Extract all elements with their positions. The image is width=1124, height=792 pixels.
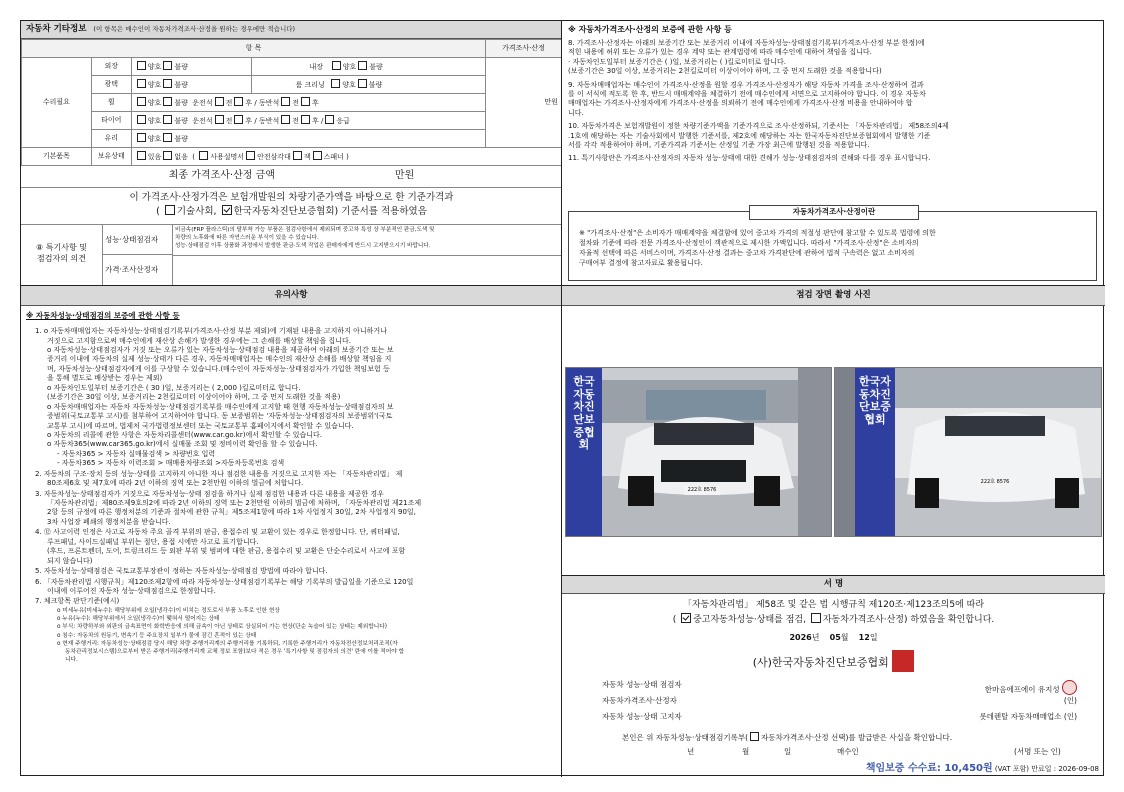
checkbox[interactable] — [163, 133, 172, 142]
org-line — [562, 650, 1105, 672]
checkbox[interactable] — [163, 151, 172, 160]
option-label: 불량 — [174, 134, 188, 143]
notice-line: 「자동차관리법」제80조제9호의2에 따라 2년 이하의 징역 또는 2천만원 이하의 벌금에 처하며, 「자동차관리법 제21조제 — [47, 499, 422, 507]
checkbox[interactable] — [331, 79, 340, 88]
inspection-photo-rear — [834, 367, 1102, 537]
notice-line: o 자동차의 리콜에 관한 사항은 자동차리콜센터(www.car.go.kr)에서 확인할 수 있습니다. — [47, 430, 322, 439]
notice-line: o 자동차매매업자는 자동차 자동차성능·상태점검기록부를 매수인에게 고지할 때 현행 자동차성능·상태점검자의 보 — [47, 402, 394, 411]
confirm-text: 자동차가격조사·산정 선택)를 발급받은 사실을 확인합니다. — [761, 733, 953, 742]
checkbox[interactable] — [215, 115, 224, 124]
checkbox[interactable] — [163, 61, 172, 70]
final-price-label: 최종 가격조사·산정 금액 — [168, 170, 275, 181]
item-10-line: 서를 각각 적용하여야 하며, 기준가격과 기준서는 산정일 기준 가장 최근에 발행된 것을 적용합니다. — [568, 141, 870, 150]
option-label: 후 — [312, 98, 319, 107]
signature-area — [562, 575, 1105, 777]
col-hangmok: 항 목 — [245, 43, 262, 52]
notice-line: - 자동차365 > 자동차 이력조회 > 매매용차량조회 >자동차등록번호 검색 — [57, 459, 285, 468]
signer-row — [602, 712, 1077, 728]
option-label: 후 — [312, 116, 319, 125]
option-label: 후 — [245, 98, 253, 107]
issue-day: 12 — [858, 633, 870, 642]
checkbox[interactable] — [165, 205, 175, 215]
confirm-line — [622, 732, 952, 743]
signer-role: 자동차 성능·상태 고지자 — [602, 712, 682, 721]
notice-line: 2항 등의 규정에 따른 행정처분의 기준과 절차에 관한 규칙」제5조제1항에 따라 1차 사업정지 30일, 2차 사업정지 90일, — [47, 508, 416, 517]
notice-line: 4. ⑫ 사고이력 인정은 사고로 자동차 주요 골격 부위의 판금, 용접수리 및 교환이 있는 경우로 한정합니다. 단, 쿼터패널, — [35, 528, 400, 537]
option-label: 불량 — [369, 62, 383, 71]
item-9-line: 9. 자동차매매업자는 매수인이 가격조사·산정을 원할 경우 가격조사·산정자가 해당 자동차 가격을 조사·산정하여 결과 — [568, 80, 924, 89]
signer-name: 한마음에프에이 유지성 — [984, 685, 1060, 694]
year-label: 년 — [811, 633, 820, 642]
guarantee-fee: 책임보증 수수료: 10,450원 — [865, 763, 993, 774]
final-price-unit: 만원 — [394, 170, 415, 181]
paren: ( — [672, 614, 680, 625]
signer-value: (인) — [1063, 696, 1077, 705]
checkbox[interactable] — [246, 151, 255, 160]
price-guarantee-section — [562, 21, 1105, 286]
checkbox[interactable] — [137, 151, 146, 160]
issue-year: 2026 — [789, 633, 812, 642]
law-line-2 — [562, 613, 1105, 628]
opinion-area — [21, 224, 562, 286]
item-10-line: 10. 자동차가격은 보험개발원이 정한 차량기준가액을 기준가격으로 조사·산정하되, 기준서는 「자동차관리법」 제58조의4제 — [568, 122, 949, 131]
item-11: 11. 특기사항란은 가격조사·산정자의 자동차 성능·상태에 대한 견해가 성능·상태점검자의 견해와 다를 경우 표시합니다. — [568, 153, 931, 162]
checkbox[interactable] — [281, 115, 290, 124]
option-label: 없음 — [174, 152, 188, 161]
inspector-label: 성능·상태점검자 — [103, 225, 173, 255]
sign-header: 서 명 — [562, 576, 1105, 594]
option-label: 전 — [292, 116, 299, 125]
option-label: 자동차가격조사·산정) 하였음을 확인합니다. — [822, 614, 995, 625]
issue-date — [562, 633, 1105, 644]
fee-vat: (VAT 포함) — [994, 765, 1029, 773]
notice-line: o 침수: 자동차의 원동기, 변속기 등 주요장치 일부가 물에 잠긴 흔적이 있는 상태 — [57, 632, 257, 639]
notice-list — [21, 327, 561, 665]
checkbox[interactable] — [293, 151, 302, 160]
notice-line: o 부식: 차량하부와 외판의 금속표면이 화학반응에 의해 금속이 아닌 상태로 상실되어 가는 현상(단순 녹슬어 있는 상태는 제외합니다) — [57, 624, 387, 631]
notice-line: 이내에 이루어진 자동차 성능·상태점검으로 한정합니다. — [47, 586, 216, 595]
fee-line — [866, 762, 1099, 776]
notice-header: 유의사항 — [21, 286, 561, 306]
signer-row — [602, 696, 1077, 712]
notice-line: 루프패널, 사이드실패널 부위는 절단, 용접 시에만 사고로 표기합니다. — [47, 537, 259, 546]
option-label: 양호 — [147, 80, 162, 89]
row-label: 유리 — [104, 133, 119, 142]
price-guarantee-header: ※ 자동차가격조사·산정의 보증에 관한 사항 등 — [568, 25, 732, 34]
option-label: 불량 — [174, 62, 188, 71]
plate-text: 222호 8576 — [980, 479, 1010, 485]
seat-label: 운전석 — [192, 98, 213, 107]
inspection-form — [20, 20, 1104, 776]
checkbox[interactable] — [199, 151, 208, 160]
item-9 — [568, 81, 1099, 119]
issue-month: 05 — [829, 633, 841, 642]
option-label: 안전삼각대 — [257, 152, 291, 161]
checkbox[interactable] — [137, 61, 146, 70]
option-label: 기술사회, — [176, 205, 220, 217]
banner-text: 한국자동차진단보증협회 — [573, 375, 595, 452]
option-label: 후 — [245, 116, 253, 125]
definition-line: 자율적 선택에 따른 서비스이며, 가격조사·산정 결과는 중고차 가격판단에 관하여 법적 구속력은 없고 소비자의 — [579, 249, 915, 258]
date-year-label: 년 — [687, 747, 695, 756]
checkbox[interactable] — [163, 115, 172, 124]
notice-line: o 누유(누수): 해당부위에서 오일(냉각수)이 맺혀서 떨어지는 상태 — [57, 616, 220, 623]
option-label: 양호 — [147, 62, 162, 71]
confirm-text: 본인은 위 자동차성능·상태점검기록부( — [622, 733, 748, 742]
other-info-header — [21, 21, 561, 39]
checkbox[interactable] — [811, 613, 821, 623]
checkbox[interactable] — [750, 732, 759, 741]
basis-statement — [21, 191, 562, 219]
option-label: 양호 — [342, 62, 357, 71]
option-label: 양호 — [147, 134, 162, 143]
opinion-label-1: ⑧ 특기사항 및 — [36, 243, 87, 252]
notice-line: 80조제6호 및 제7호에 따라 2년 이하의 징역 또는 2천만원 이하의 벌금에 처합니다. — [47, 479, 304, 488]
notice-line: (후드, 프론트펜더, 도어, 트렁크리드 등 외판 부위 및 범퍼에 대한 판금, 용접수리 및 교환은 단순수리로서 사고에 포함 — [47, 547, 406, 556]
checkbox[interactable] — [313, 151, 322, 160]
notice-line: o 자동차365(www.car365.go.kr)에서 실매물 조회 및 정비이력 확인을 할 수 있습니다. — [47, 440, 318, 449]
row-label: 외장 — [104, 61, 119, 70]
option-label: 전 — [292, 98, 299, 107]
date-month-label: 월 — [742, 747, 750, 756]
definition-title: 자동차가격조사·산정이란 — [749, 205, 919, 220]
section-title: 자동차 기타정보 — [26, 24, 87, 34]
opinion-label-2: 점검자의 의견 — [37, 253, 86, 263]
notice-line: 며, 자동차성능·상태점검자에게 이를 구상할 수 있습니다.(매수인이 자동차성능·상태점검자가 가입한 책임보험 등 — [47, 364, 390, 373]
notice-line: 2. 자동차의 구조·장치 등의 성능·상태를 고지하지 아니한 자나 점검한 내용을 거짓으로 고지한 자는 「자동차관리법」 제 — [35, 469, 403, 478]
signer-row — [602, 680, 1077, 696]
other-info-section — [21, 21, 562, 286]
option-label: 전 — [225, 98, 233, 107]
seat-label: 운전석 — [192, 116, 213, 125]
day-label: 일 — [869, 633, 878, 642]
checkbox[interactable] — [325, 115, 334, 124]
expiry-date: 만료일 : 2026-09-08 — [1031, 765, 1099, 773]
signer-role: 자동차 성능·상태 점검자 — [602, 680, 682, 689]
row-label: 타이어 — [101, 115, 122, 124]
signers — [602, 680, 1077, 728]
law-line-1: 「자동차관리법」 제58조 및 같은 법 시행규칙 제120조·제123조의5에 따라 — [682, 600, 985, 610]
plate-text: 222호 8576 — [687, 487, 717, 493]
option-label: 불량 — [174, 80, 188, 89]
checkbox-checked[interactable] — [681, 613, 691, 623]
option-label: 양호 — [147, 98, 162, 107]
option-label: 한국자동차진단보증협회) 기준서를 적용하였음 — [233, 205, 427, 217]
opinion-label — [21, 225, 103, 286]
option-label: 불량 — [174, 98, 188, 107]
notice-line: 교통부 고시)에 따르며, 법제처 국가법령정보센터 또는 국토교통부 홈페이지에서 확인할 수 있습니다. — [47, 421, 354, 430]
definition-line: ※ "가격조사·산정"은 소비자가 매매계약을 체결함에 있어 중고차 가격의 적절성 판단에 참고할 수 있도록 법령에 의한 — [579, 229, 936, 237]
item-9-line: 를 이 서식에 적도록 한 후, 반드시 매매계약을 체결하기 전에 매수인에게 서면으로 고지하여야 합니다. 이 경우 자동차 — [568, 89, 926, 98]
basic-items-label: 기본품목 — [42, 151, 70, 160]
seat-label: 동반석 — [258, 98, 280, 107]
checkbox[interactable] — [137, 79, 146, 88]
photo-header: 점검 장면 촬영 사진 — [562, 286, 1105, 306]
item-8-line: 적힌 내용에 허위 또는 오류가 있는 경우 계약 또는 관계법령에 따라 매수인에 대하여 책임을 집니다. — [568, 48, 872, 57]
checkbox[interactable] — [137, 115, 146, 124]
inspector-note — [173, 225, 562, 255]
option-label: 전 — [225, 116, 233, 125]
section-note: (이 항목은 매수인이 자동차가격조사·산정을 원하는 경우에만 적습니다) — [93, 25, 296, 33]
checkbox[interactable] — [137, 133, 146, 142]
option-label: 있음 — [147, 152, 162, 161]
notice-subheader: ※ 자동차성능·상태점검의 보증에 관한 사항 등 — [26, 311, 180, 320]
item-10 — [568, 122, 1099, 150]
notice-line: 증범위(국토교통부 고시)를 첨부하여 고지하여야 합니다. 동 보증범위는 '자동차성능·상태점검자의 보증범위'(국토 — [47, 412, 393, 421]
checkbox[interactable] — [281, 97, 290, 106]
checkbox[interactable] — [332, 61, 341, 70]
signer-value — [985, 680, 1077, 695]
item-9-line: 니다. — [568, 108, 584, 117]
unit-won: 만원 — [544, 97, 558, 106]
month-label: 월 — [840, 633, 849, 642]
buyer-signature: (서명 또는 인) — [1014, 747, 1061, 756]
paren: ( — [156, 205, 163, 217]
checkbox[interactable] — [163, 79, 172, 88]
buyer-label: 매수인 — [837, 747, 859, 756]
checkbox[interactable] — [301, 97, 310, 106]
option-label: 불량 — [174, 116, 188, 125]
definition-box — [568, 207, 1097, 281]
seal-icon — [1062, 680, 1077, 695]
notice-line: 1. o 자동차매매업자는 자동차성능·상태점검기록부(가격조사·산정 부분 제외)에 기재된 내용을 고지하지 아니하거나 — [35, 327, 387, 336]
item-10-line: .1호에 해당하는 자는 기술사회에서 발행한 기준서를, 제2호에 해당하는 자는 한국자동차진단보증협회에서 발행한 기준 — [568, 131, 931, 140]
col-price: 가격조사·산정 — [502, 43, 545, 52]
inspection-photo-front — [565, 367, 832, 537]
checkbox[interactable] — [215, 97, 224, 106]
item-8-line: (보증기간은 30일 이상, 보증거리는 2천킬로미터 이상이어야 하며, 그 중 먼저 도래한 것을 적용합니다) — [568, 67, 882, 76]
appraiser-label: 가격·조사산정자 — [103, 255, 173, 286]
checkbox[interactable] — [234, 115, 243, 124]
notice-line: 7. 체크항목 판단기준(예시) — [35, 597, 120, 606]
notice-line: o 미세누유(미세누수): 해당부위에 오일(냉각수)이 비치는 정도로서 부품 노후로 인한 현상 — [57, 607, 280, 614]
item-8-line: · 자동차인도일부터 보증기간은 ( )일, 보증거리는 ( )킬로미터로 합니다. — [568, 57, 786, 66]
photo-front-image — [566, 368, 832, 537]
repair-label: 수리필요 — [42, 97, 70, 106]
notice-line: 니다. — [65, 657, 78, 664]
definition-line: 구매여부 결정에 참고자료로 활용됩니다. — [579, 259, 703, 268]
ownership-label: 보유상태 — [97, 151, 125, 160]
notice-line: o 자동차성능·상태점검자가 거짓 또는 오류가 있는 자동차성능·상태점검 내용을 제공하여 아래의 보증기간 또는 보 — [47, 346, 394, 354]
notice-line: 거짓으로 고지함으로써 매수인에게 재산상 손해가 발생한 경우에는 그 손해를 배상할 책임을 집니다. — [47, 336, 351, 345]
notice-line: o 자동차인도일부터 보증기간은 ( 30 )일, 보증거리는 ( 2,000 )킬로미터로 합니다. — [47, 383, 301, 392]
banner-text: 한국자동차진단보증협회 — [859, 375, 891, 426]
photo-sign-section — [562, 286, 1105, 777]
appraiser-opinion[interactable] — [173, 255, 562, 286]
notice-line: 동차관리정보시스템)으로부터 받은 주행거리(주행거리계 교체 정보 포함)보다 적은 경우 '특기사항 및 점검자의 의견' 란에 이를 적어야 합 — [65, 649, 405, 656]
item-8-line: 8. 가격조사·산정자는 아래의 보증기간 또는 보증거리 이내에 자동차성능·상태점검기록부(가격조사·산정 부분 한정)에 — [568, 38, 925, 47]
option-label: 양호 — [147, 116, 162, 125]
option-label: 사용설명서 — [210, 152, 245, 161]
option-label: 중고자동차성능·상태를 점검, — [693, 614, 809, 625]
row-label: 광택 — [104, 79, 119, 88]
notice-line: 6. 「자동차관리법 시행규칙」제120조제2항에 따라 자동차성능·상태점검기록부는 해당 기록부의 발급일을 기준으로 120일 — [35, 577, 414, 586]
notice-line: 을 통해 별도로 배상받는 경우는 제외) — [47, 374, 163, 383]
checkbox[interactable] — [234, 97, 243, 106]
definition-line: 절차와 기준에 따라 전문 가격조사·산정인이 객관적으로 제시한 가액입니다. 따라서 "가격조사·산정"은 소비자의 — [579, 239, 919, 248]
notice-line: 3. 자동차성능·상태점검자가 거짓으로 자동차성능·상태 점검을 하거나 실제 점검한 내용과 다른 내용을 제공한 경우 — [35, 489, 384, 498]
option-label: 불량 — [368, 80, 383, 89]
checkbox[interactable] — [137, 97, 146, 106]
notice-section — [21, 286, 562, 777]
checkbox[interactable] — [163, 97, 172, 106]
law-statement — [562, 599, 1105, 627]
after-note: 성능·상태점검 이후 상품화 과정에서 발생한 판금·도색 작업은 판매자에게 반드시 고지받으시기 바랍니다. — [175, 243, 431, 250]
date-day-label: 일 — [784, 747, 792, 756]
checkbox[interactable] — [358, 61, 367, 70]
notice-line: 3차 사업장 폐쇄의 행정처분을 받습니다. — [47, 517, 171, 526]
signer-role: 자동차가격조사·산정자 — [602, 696, 677, 705]
option-label: 잭 — [303, 152, 311, 161]
row-label: 룸 크리닝 — [295, 80, 325, 89]
final-price — [21, 166, 562, 188]
notice-line: (보증기간은 30일 이상, 보증거리는 2천킬로미터 이상이어야 하며, 그 중 먼저 도래한 것을 적용) — [47, 393, 341, 402]
signer-value: 롯데렌탈 자동차매매업소 (인) — [979, 712, 1077, 721]
notice-line: 5. 자동차성능·상태점검은 국토교통부장관이 정하는 자동차성능·상태점검 방법에 따라야 합니다. — [35, 567, 328, 576]
item-9-line: 매매업자는 가격조사·산정자에게 가격조사·산정을 의뢰하기 전에 매수인에게 가격조사·산정 비용을 안내하여야 합 — [568, 99, 913, 108]
option-label: 응급 — [336, 116, 350, 125]
row-label: 내장 — [309, 62, 324, 71]
checkbox[interactable] — [301, 115, 310, 124]
stamp-icon — [892, 650, 914, 672]
organization-name: (사)한국자동차진단보증협회 — [752, 655, 889, 669]
basis-line-1: 이 가격조사·산정가격은 보험개발원의 차량기준가액을 바탕으로 한 기준가격과 — [129, 192, 454, 203]
notice-line: o 현재 주행거리: 자동차성능·상태점검 당시 해당 차량 주행거리계의 주행거리를 기록하되, 기록한 주행거리가 자동차전산정보처리조직(자 — [57, 640, 398, 647]
item-8 — [568, 39, 1099, 77]
option-label: 스패너 ) — [323, 152, 349, 161]
option-label: 양호 — [342, 80, 356, 89]
row-label: 휠 — [107, 97, 115, 106]
checkbox-checked[interactable] — [222, 205, 232, 215]
repair-table: 항 목 가격조사·산정 수리필요 외장 양호 불량 내장 양호 불량 만원 광택 양호 불량 룸 크리닝 양호 불량 휠 양호 불량 운전석 전 후 / 동반석 전 후 타이어 양호 불량 운전석 전 후 / 동반석 전 후 / 응급 유리 양호 불량 기본품목 보유상태 있음 없음 ( 사용설명서 안전삼각대 잭 스패너 ) — [21, 39, 562, 166]
seat-label: 동반석 — [258, 116, 280, 125]
notice-line: 증거리 이내에 자동차의 실제 성능·상태가 다른 경우, 자동차매매업자는 매수인의 재산상 손해를 배상할 책임을 지 — [47, 355, 392, 364]
basis-line-2 — [21, 205, 562, 219]
checkbox[interactable] — [358, 79, 367, 88]
frp-note-2: 차량의 노후화에 따른 자연스러운 부식이 있을 수 있습니다. — [175, 235, 319, 242]
frp-note: 비금속(FRP 플라스틱)의 탈부착 가능 부품은 점검사항에서 제외되며 중고차 특성 상 부분적인 판금,도색 및 — [175, 227, 435, 233]
notice-line: - 자동차365 > 자동차 실매물검색 > 차량번호 입력 — [57, 449, 216, 458]
notice-line: 되지 않습니다) — [47, 556, 93, 565]
